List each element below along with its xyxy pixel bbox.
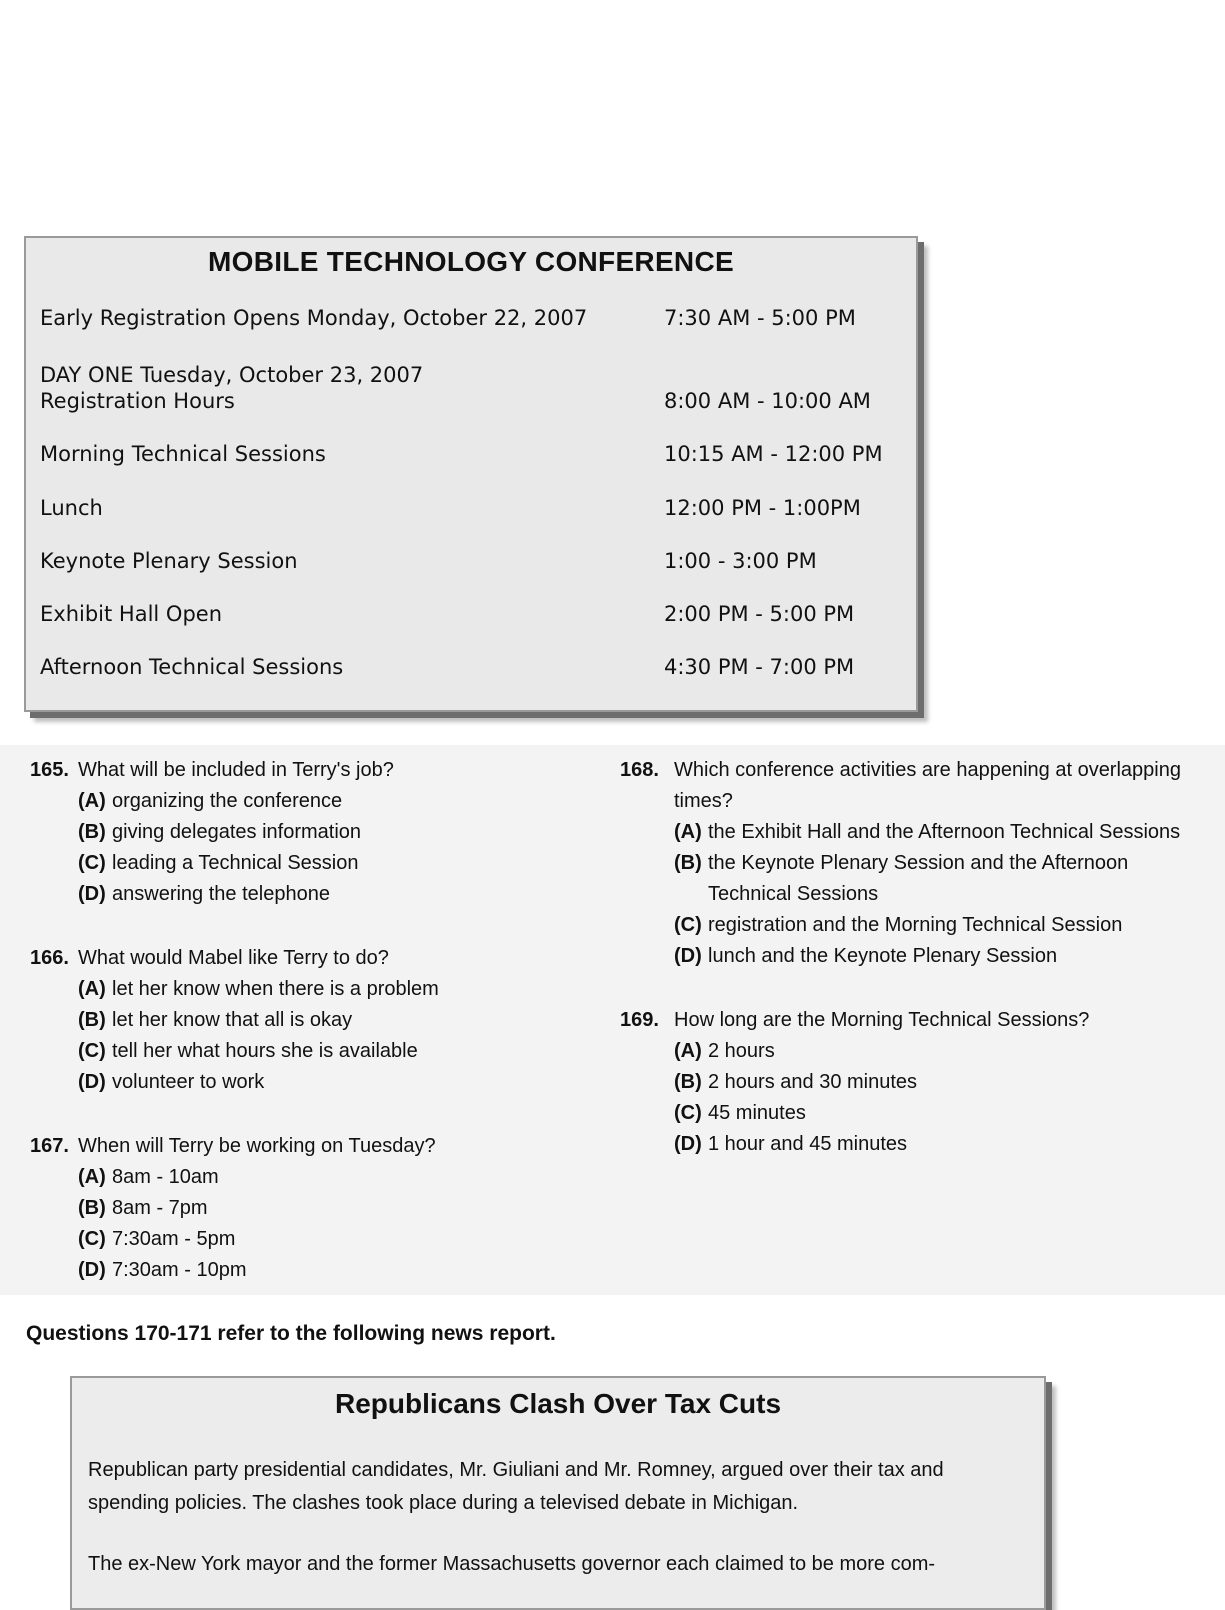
answer-option[interactable] <box>620 1036 1200 1067</box>
answer-option[interactable] <box>30 786 590 817</box>
option-text: giving delegates information <box>112 821 362 843</box>
news-intro: Questions 170-171 refer to the following news report. <box>26 1322 556 1345</box>
option-letter: (C) <box>674 1102 702 1124</box>
schedule-time: 1:00 - 3:00 PM <box>664 549 817 573</box>
answer-option[interactable] <box>30 974 590 1005</box>
question-number: 169. <box>620 1009 659 1031</box>
option-text: 2 hours and 30 minutes <box>708 1071 918 1093</box>
answer-option[interactable] <box>620 941 1200 972</box>
schedule-time: 4:30 PM - 7:00 PM <box>664 655 855 679</box>
question-165 <box>30 755 590 910</box>
option-letter: (B) <box>78 1009 106 1031</box>
answer-option[interactable] <box>30 879 590 910</box>
option-text: 7:30am - 5pm <box>112 1228 236 1250</box>
option-text: 1 hour and 45 minutes <box>708 1133 908 1155</box>
option-letter: (D) <box>674 1133 702 1155</box>
option-letter: (B) <box>674 1071 702 1093</box>
option-text: lunch and the Keynote Plenary Session <box>708 945 1058 967</box>
schedule-event: Registration Hours <box>40 389 235 413</box>
option-letter: (C) <box>78 1040 106 1062</box>
option-text: organizing the conference <box>112 790 343 812</box>
answer-option[interactable] <box>620 910 1200 941</box>
schedule-event: Keynote Plenary Session <box>40 549 298 573</box>
option-letter: (C) <box>78 852 106 874</box>
option-letter: (A) <box>674 1040 702 1062</box>
option-letter: (B) <box>674 852 702 874</box>
answer-option[interactable] <box>620 848 1200 910</box>
answer-option[interactable] <box>30 1162 590 1193</box>
option-text: volunteer to work <box>112 1071 265 1093</box>
question-168 <box>620 755 1200 972</box>
option-letter: (A) <box>78 1166 106 1188</box>
schedule-time: 8:00 AM - 10:00 AM <box>664 389 871 413</box>
option-letter: (D) <box>78 1259 106 1281</box>
option-text-continued: Technical Sessions <box>708 883 879 905</box>
option-text: let her know when there is a problem <box>112 978 439 1000</box>
option-text: the Exhibit Hall and the Afternoon Technical Sessions <box>708 821 1181 843</box>
news-line: The ex-New York mayor and the former Massachusetts governor each claimed to be more com- <box>88 1553 936 1575</box>
news-line: spending policies. The clashes took place during a televised debate in Michigan. <box>88 1492 799 1514</box>
question-stem: When will Terry be working on Tuesday? <box>78 1135 436 1157</box>
option-text: the Keynote Plenary Session and the Afternoon <box>708 852 1129 874</box>
option-letter: (B) <box>78 1197 106 1219</box>
option-text: let her know that all is okay <box>112 1009 353 1031</box>
questions-area <box>0 745 1225 1295</box>
answer-option[interactable] <box>620 817 1200 848</box>
answer-option[interactable] <box>30 1193 590 1224</box>
news-report <box>70 1376 1046 1610</box>
schedule-event: Early Registration Opens Monday, October 22, 2007 <box>40 306 588 330</box>
schedule-time: 2:00 PM - 5:00 PM <box>664 602 855 626</box>
question-166 <box>30 943 590 1098</box>
answer-option[interactable] <box>30 1067 590 1098</box>
schedule-time: 12:00 PM - 1:00PM <box>664 496 861 520</box>
option-letter: (D) <box>78 883 106 905</box>
option-text: 8am - 10am <box>112 1166 219 1188</box>
question-stem: Which conference activities are happening at overlapping <box>674 759 1181 781</box>
option-letter: (D) <box>78 1071 106 1093</box>
option-letter: (A) <box>78 790 106 812</box>
question-stem: What would Mabel like Terry to do? <box>78 947 389 969</box>
option-text: answering the telephone <box>112 883 330 905</box>
option-letter: (A) <box>78 978 106 1000</box>
schedule-time: 10:15 AM - 12:00 PM <box>664 442 883 466</box>
question-number: 166. <box>30 947 69 969</box>
answer-option[interactable] <box>30 817 590 848</box>
answer-option[interactable] <box>620 1098 1200 1129</box>
schedule-event: Morning Technical Sessions <box>40 442 326 466</box>
answer-option[interactable] <box>620 1129 1200 1160</box>
question-169 <box>620 1005 1200 1160</box>
option-letter: (C) <box>78 1228 106 1250</box>
day-one-heading: DAY ONE Tuesday, October 23, 2007 <box>40 363 424 387</box>
answer-option[interactable] <box>30 1036 590 1067</box>
option-text: 7:30am - 10pm <box>112 1259 247 1281</box>
schedule-event: Exhibit Hall Open <box>40 602 223 626</box>
answer-option[interactable] <box>30 1005 590 1036</box>
question-stem: How long are the Morning Technical Sessions? <box>674 1009 1090 1031</box>
option-letter: (C) <box>674 914 702 936</box>
schedule-title: MOBILE TECHNOLOGY CONFERENCE <box>208 246 734 277</box>
conference-schedule <box>24 236 918 712</box>
option-text: leading a Technical Session <box>112 852 359 874</box>
answer-option[interactable] <box>620 1067 1200 1098</box>
news-paragraph <box>88 1548 1028 1581</box>
news-paragraph <box>88 1454 1028 1520</box>
answer-option[interactable] <box>30 848 590 879</box>
answer-option[interactable] <box>30 1224 590 1255</box>
question-stem: What will be included in Terry's job? <box>78 759 394 781</box>
option-text: 45 minutes <box>708 1102 806 1124</box>
option-text: 8am - 7pm <box>112 1197 208 1219</box>
schedule-event: Afternoon Technical Sessions <box>40 655 344 679</box>
news-line: Republican party presidential candidates, Mr. Giuliani and Mr. Romney, argued over their tax and <box>88 1459 944 1481</box>
option-text: registration and the Morning Technical Session <box>708 914 1123 936</box>
question-167 <box>30 1131 590 1286</box>
option-text: 2 hours <box>708 1040 775 1062</box>
option-letter: (B) <box>78 821 106 843</box>
question-stem-continued: times? <box>674 790 733 812</box>
option-text: tell her what hours she is available <box>112 1040 418 1062</box>
schedule-time: 7:30 AM - 5:00 PM <box>664 306 856 330</box>
option-letter: (D) <box>674 945 702 967</box>
answer-option[interactable] <box>30 1255 590 1286</box>
question-number: 165. <box>30 759 69 781</box>
option-letter: (A) <box>674 821 702 843</box>
schedule-event: Lunch <box>40 496 103 520</box>
question-number: 168. <box>620 759 659 781</box>
question-number: 167. <box>30 1135 69 1157</box>
news-title: Republicans Clash Over Tax Cuts <box>334 1388 782 1419</box>
